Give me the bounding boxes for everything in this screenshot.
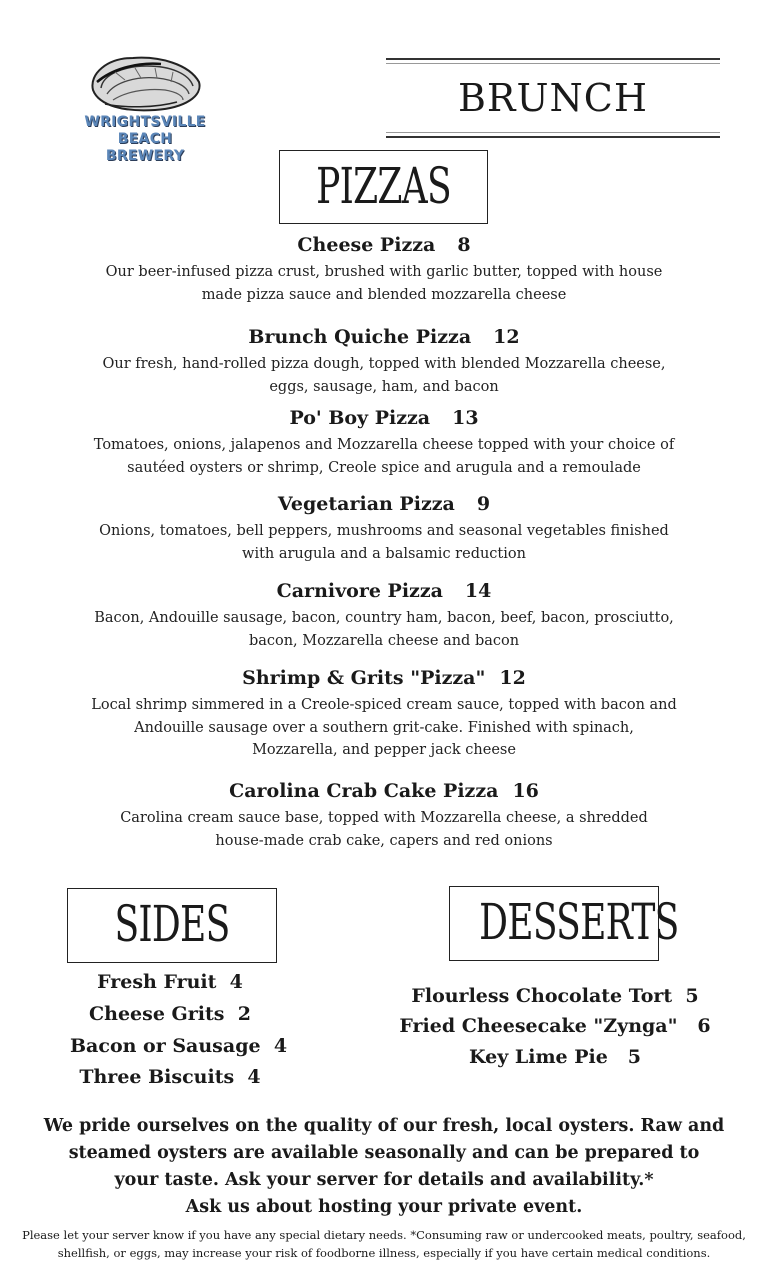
item-desc-line: Our fresh, hand-rolled pizza dough, topped with blended Mozzarella cheese,: [102, 356, 666, 372]
item-price: 16: [512, 780, 539, 802]
desserts-heading-frame: [449, 886, 679, 961]
item-desc-line: house-made crab cake, capers and red onions: [215, 832, 553, 849]
item-name: Fried Cheesecake "Zynga": [399, 1015, 678, 1037]
pizzas-heading-frame: [279, 150, 488, 224]
item-title: [0, 407, 768, 429]
statement-line: your taste. Ask your server for details and availability.*: [114, 1170, 654, 1190]
item-title: [0, 667, 768, 689]
item-price: 12: [499, 667, 526, 689]
statement-line: steamed oysters are available seasonally and can be prepared to: [68, 1143, 700, 1163]
item-title: [0, 326, 768, 348]
item-name: Shrimp & Grits "Pizza": [242, 667, 486, 689]
item-name: Three Biscuits: [79, 1066, 235, 1088]
statement-line: Ask us about hosting your private event.: [185, 1197, 583, 1217]
brewery-logo: [55, 52, 235, 165]
item-name: Brunch Quiche Pizza: [248, 326, 472, 348]
item-desc-line: sautéed oysters or shrimp, Creole spice and arugula and a remoulade: [127, 459, 641, 476]
item-desc-line: Tomatoes, onions, jalapenos and Mozzarella cheese topped with your choice of: [93, 437, 675, 453]
item-name: Carnivore Pizza: [276, 580, 443, 602]
item-desc-line: Onions, tomatoes, bell peppers, mushrooms and seasonal vegetables finished: [99, 523, 669, 539]
item-desc-line: bacon, Mozzarella cheese and bacon: [248, 632, 520, 649]
disclaimer: [10, 1226, 758, 1262]
pizza-item: [0, 407, 768, 479]
pizza-item: [0, 234, 768, 306]
item-name: Cheese Grits: [89, 1003, 225, 1025]
item-price: 5: [627, 1046, 641, 1068]
pizza-item: [0, 493, 768, 565]
item-name: Vegetarian Pizza: [277, 493, 455, 515]
oyster-icon: [85, 52, 205, 114]
item-price: 13: [452, 407, 479, 429]
item-desc-line: with arugula and a balsamic reduction: [242, 545, 526, 562]
side-item: [70, 1003, 270, 1025]
item-name: Key Lime Pie: [469, 1046, 608, 1068]
item-name: Bacon or Sausage: [70, 1035, 261, 1057]
pizza-item: [0, 326, 768, 398]
item-desc-line: made pizza sauce and blended mozzarella cheese: [201, 286, 567, 303]
pizza-item: [0, 580, 768, 652]
item-price: 2: [237, 1003, 251, 1025]
oyster-statement: [40, 1113, 728, 1221]
item-price: 4: [273, 1035, 288, 1057]
item-price: 12: [493, 326, 520, 348]
page-title: BRUNCH: [457, 76, 649, 120]
item-price: 4: [247, 1066, 261, 1088]
dessert-item: [395, 1015, 715, 1037]
item-desc-line: Andouille sausage over a southern grit-cake. Finished with spinach,: [134, 719, 634, 736]
disclaimer-line: Please let your server know if you have any special dietary needs. *Consuming raw or undercooked meats, poultry, seafood,: [22, 1228, 746, 1242]
dessert-item: [395, 1046, 715, 1068]
dessert-item: [395, 985, 715, 1007]
item-title: [0, 493, 768, 515]
side-item: [70, 1066, 270, 1088]
desserts-heading: DESSERTS: [479, 893, 679, 951]
pizza-item: [0, 667, 768, 762]
item-desc-line: Local shrimp simmered in a Creole-spiced cream sauce, topped with bacon and: [91, 697, 677, 713]
brand-line-2: BREWERY: [105, 148, 185, 164]
item-name: Po' Boy Pizza: [289, 407, 431, 429]
item-price: 5: [685, 985, 699, 1007]
item-desc-line: Our beer-infused pizza crust, brushed with garlic butter, topped with house: [105, 264, 663, 280]
item-name: Flourless Chocolate Tort: [411, 985, 673, 1007]
item-price: 6: [697, 1015, 711, 1037]
item-desc-line: Carolina cream sauce base, topped with Mozzarella cheese, a shredded: [120, 810, 648, 826]
brand-line-1: WRIGHTSVILLE BEACH: [84, 114, 206, 147]
sides-heading: SIDES: [114, 895, 230, 953]
item-name: Carolina Crab Cake Pizza: [229, 780, 499, 802]
item-name: Cheese Pizza: [297, 234, 436, 256]
item-desc-line: eggs, sausage, ham, and bacon: [269, 378, 499, 395]
brunch-header-box: [386, 58, 720, 138]
item-price: 9: [476, 493, 491, 515]
item-name: Fresh Fruit: [97, 971, 217, 993]
sides-heading-frame: [67, 888, 277, 963]
disclaimer-line: shellfish, or eggs, may increase your risk of foodborne illness, especially if you have certain medical conditions.: [57, 1246, 711, 1260]
side-item: [70, 1035, 288, 1057]
item-price: 4: [229, 971, 243, 993]
item-title: [0, 580, 768, 602]
item-price: 8: [457, 234, 471, 256]
pizza-item: [0, 780, 768, 852]
side-item: [70, 971, 270, 993]
item-desc-line: Mozzarella, and pepper jack cheese: [252, 742, 516, 758]
item-title: [0, 780, 768, 802]
item-desc-line: Bacon, Andouille sausage, bacon, country ham, bacon, beef, bacon, prosciutto,: [94, 610, 674, 626]
statement-line: We pride ourselves on the quality of our fresh, local oysters. Raw and: [43, 1116, 725, 1136]
item-price: 14: [464, 580, 492, 602]
item-title: [0, 234, 768, 256]
pizzas-heading: PIZZAS: [316, 157, 451, 215]
